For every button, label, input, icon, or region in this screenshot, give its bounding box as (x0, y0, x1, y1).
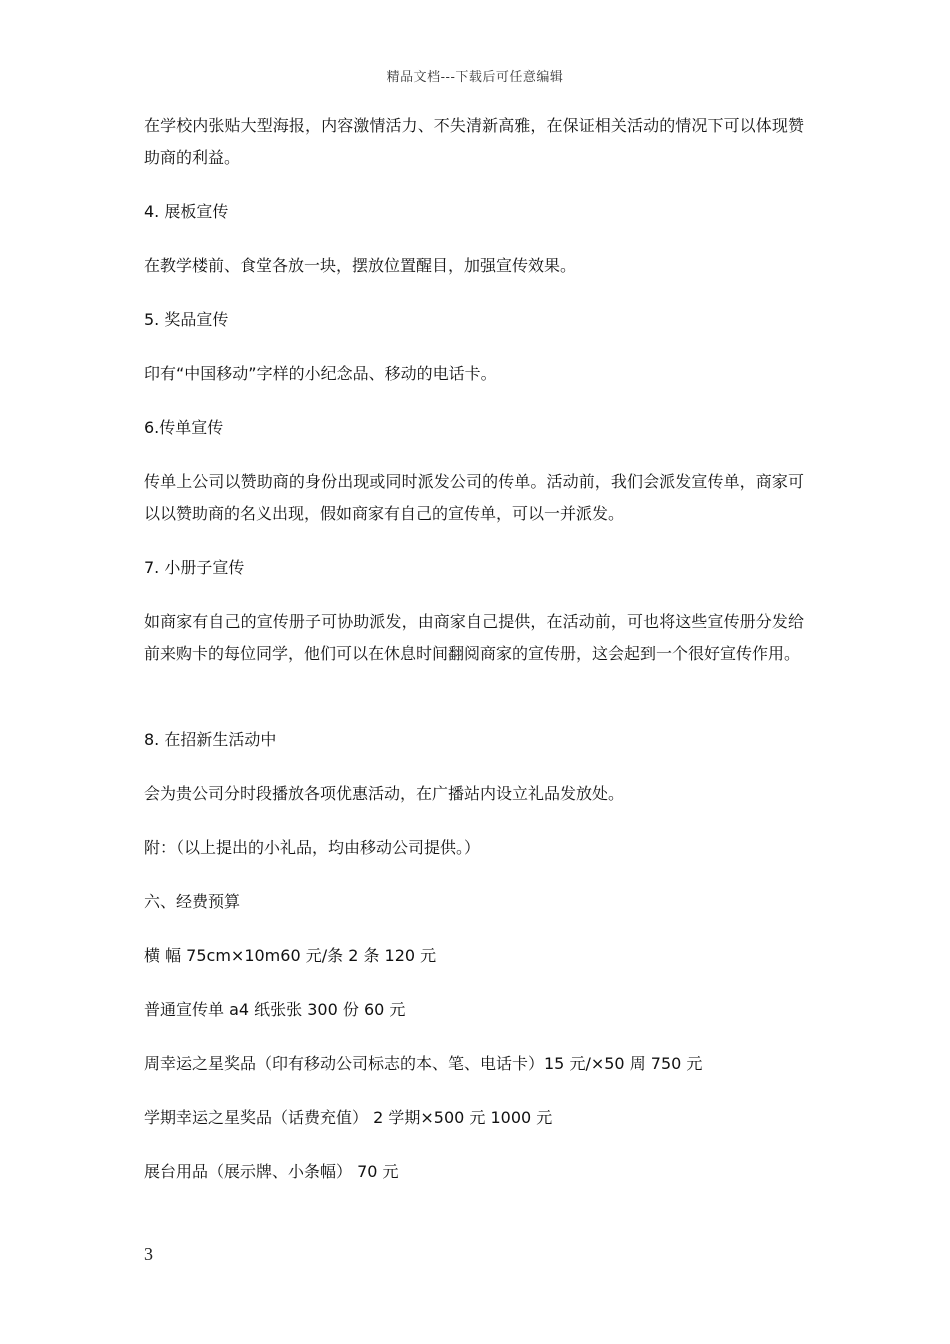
budget-item-banner: 横 幅 75cm×10m60 元/条 2 条 120 元 (144, 946, 437, 965)
budget-item-flyer: 普通宣传单 a4 纸张张 300 份 60 元 (144, 1000, 406, 1019)
heading-budget: 六、经费预算 (144, 892, 241, 911)
paragraph-recruitment: 会为贵公司分时段播放各项优惠活动，在广播站内设立礼品发放处。 (144, 784, 625, 803)
budget-item-booth-supplies: 展台用品（展示牌、小条幅） 70 元 (144, 1162, 399, 1181)
paragraph-booklet: 如商家有自己的宣传册子可协助派发，由商家自己提供，在活动前，可也将这些宣传册分发给前来购卡的每位同学，他们可以在休息时间翻阅商家的宣传册，这会起到一个很好宣传作用。 (144, 612, 804, 663)
heading-prize: 5. 奖品宣传 (144, 310, 229, 329)
paragraph-flyer: 传单上公司以赞助商的身份出现或同时派发公司的传单。活动前，我们会派发宣传单，商家可以以赞助商的名义出现，假如商家有自己的宣传单，可以一并派发。 (144, 472, 804, 523)
budget-item-weekly-prize: 周幸运之星奖品（印有移动公司标志的本、笔、电话卡）15 元/×50 周 750 元 (144, 1054, 703, 1073)
note-gifts: 附：（以上提出的小礼品，均由移动公司提供。） (144, 838, 481, 857)
heading-booklet: 7. 小册子宣传 (144, 558, 245, 577)
heading-flyer: 6.传单宣传 (144, 418, 224, 437)
paragraph-display-board: 在教学楼前、食堂各放一块，摆放位置醒目，加强宣传效果。 (144, 256, 577, 275)
budget-item-semester-prize: 学期幸运之星奖品（话费充值） 2 学期×500 元 1000 元 (144, 1108, 553, 1127)
document-header: 精品文档---下载后可任意编辑 (386, 70, 564, 85)
paragraph-prize: 印有“中国移动”字样的小纪念品、移动的电话卡。 (144, 364, 497, 383)
heading-display-board: 4. 展板宣传 (144, 202, 229, 221)
heading-recruitment: 8. 在招新生活动中 (144, 730, 277, 749)
paragraph-poster: 在学校内张贴大型海报，内容激情活力、不失清新高雅，在保证相关活动的情况下可以体现赞助商的利益。 (144, 116, 804, 167)
page-number: 3 (144, 1244, 153, 1264)
